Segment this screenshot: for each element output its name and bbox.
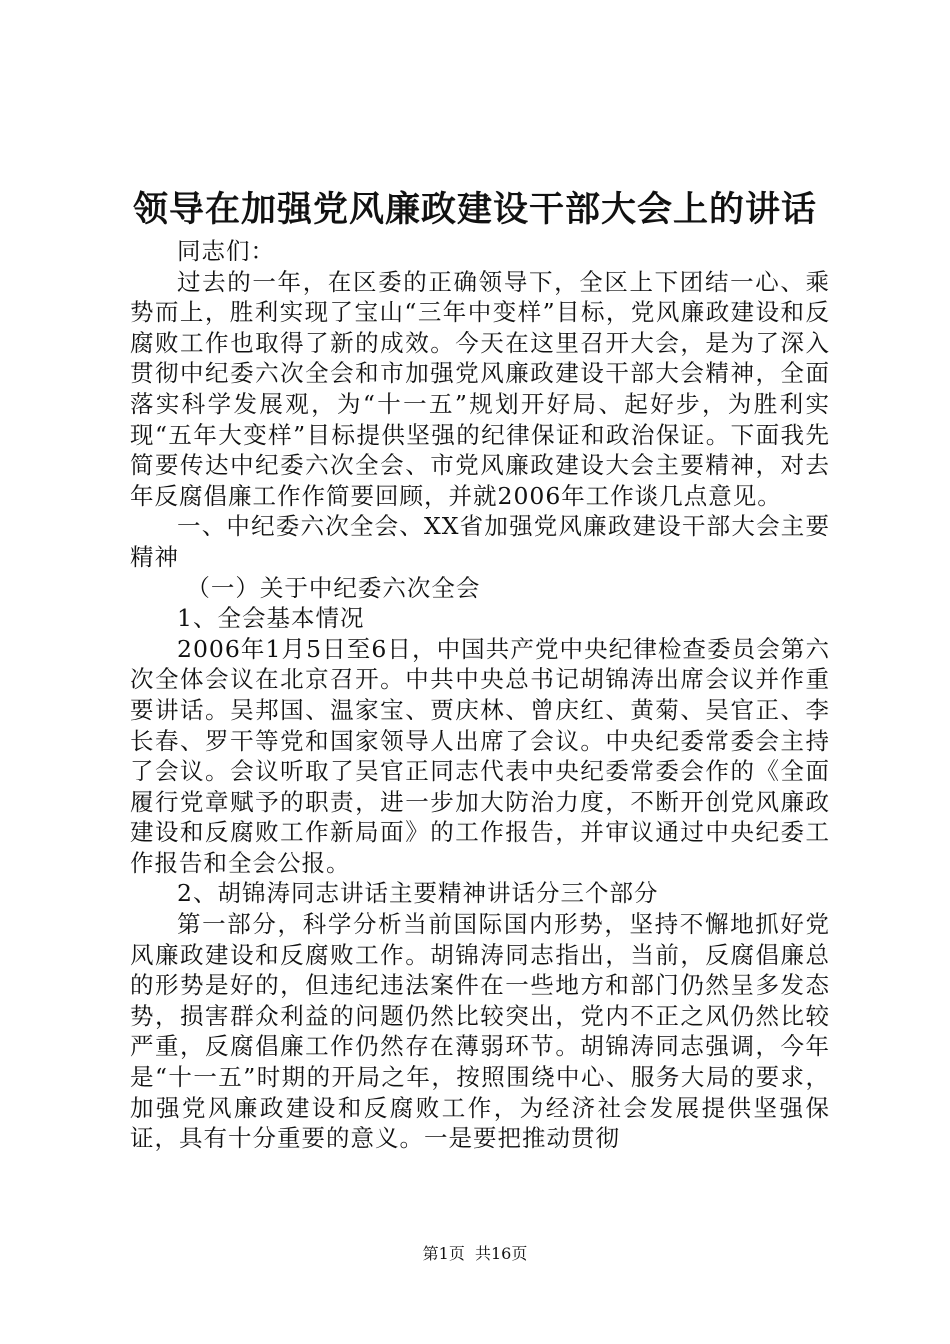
intro-paragraph: 过去的一年，在区委的正确领导下，全区上下团结一心、乘势而上，胜利实现了宝山“三年中变样”目标，党风廉政建设和反腐败工作也取得了新的成效。今天在这里召开大会，是为了深入贯彻中纪委六次全会和市加强党风廉政建设干部大会精神，全面落实科学发展观，为“十一五”规划开好局、起好步，为胜利实现“五年大变样”目标提供坚强的纪律保证和政治保证。下面我先简要传达中纪委六次全会、市党风廉政建设大会主要精神，对去年反腐倡廉工作作简要回顾，并就2006年工作谈几点意见。 (130, 267, 830, 510)
section-heading: 一、中纪委六次全会、XX省加强党风廉政建设干部大会主要精神 (130, 512, 830, 571)
document-body (130, 236, 830, 1154)
subsection-heading: （一）关于中纪委六次全会 (186, 573, 481, 602)
item-heading: 2、胡锦涛同志讲话主要精神讲话分三个部分 (177, 879, 659, 908)
speech-paragraph: 第一部分，科学分析当前国际国内形势，坚持不懈地抓好党风廉政建设和反腐败工作。胡锦涛同志指出，当前，反腐倡廉总的形势是好的，但违纪违法案件在一些地方和部门仍然呈多发态势，损害群众利益的问题仍然比较突出，党内不正之风仍然比较严重，反腐倡廉工作仍然存在薄弱环节。胡锦涛同志强调，今年是“十一五”时期的开局之年，按照围绕中心、服务大局的要求，加强党风廉政建设和反腐败工作，为经济社会发展提供坚强保证，具有十分重要的意义。一是要把推动贯彻 (130, 910, 830, 1153)
salutation: 同志们： (177, 237, 275, 265)
meeting-paragraph: 2006年1月5日至6日，中国共产党中央纪律检查委员会第六次全体会议在北京召开。中共中央总书记胡锦涛出席会议并作重要讲话。吴邦国、温家宝、贾庆林、曾庆红、黄菊、吴官正、李长春、罗干等党和国家领导人出席了会议。中央纪委常委会主持了会议。会议听取了吴官正同志代表中央纪委常委会作的《全面履行党章赋予的职责，进一步加大防治力度，不断开创党风廉政建设和反腐败工作新局面》的工作报告，并审议通过中央纪委工作报告和全会公报。 (130, 634, 830, 877)
document-title: 领导在加强党风廉政建设干部大会上的讲话 (132, 189, 817, 230)
page-number: 第1页 共16页 (422, 1244, 528, 1263)
page-footer (0, 1244, 950, 1264)
item-heading: 1、全会基本情况 (177, 604, 365, 633)
